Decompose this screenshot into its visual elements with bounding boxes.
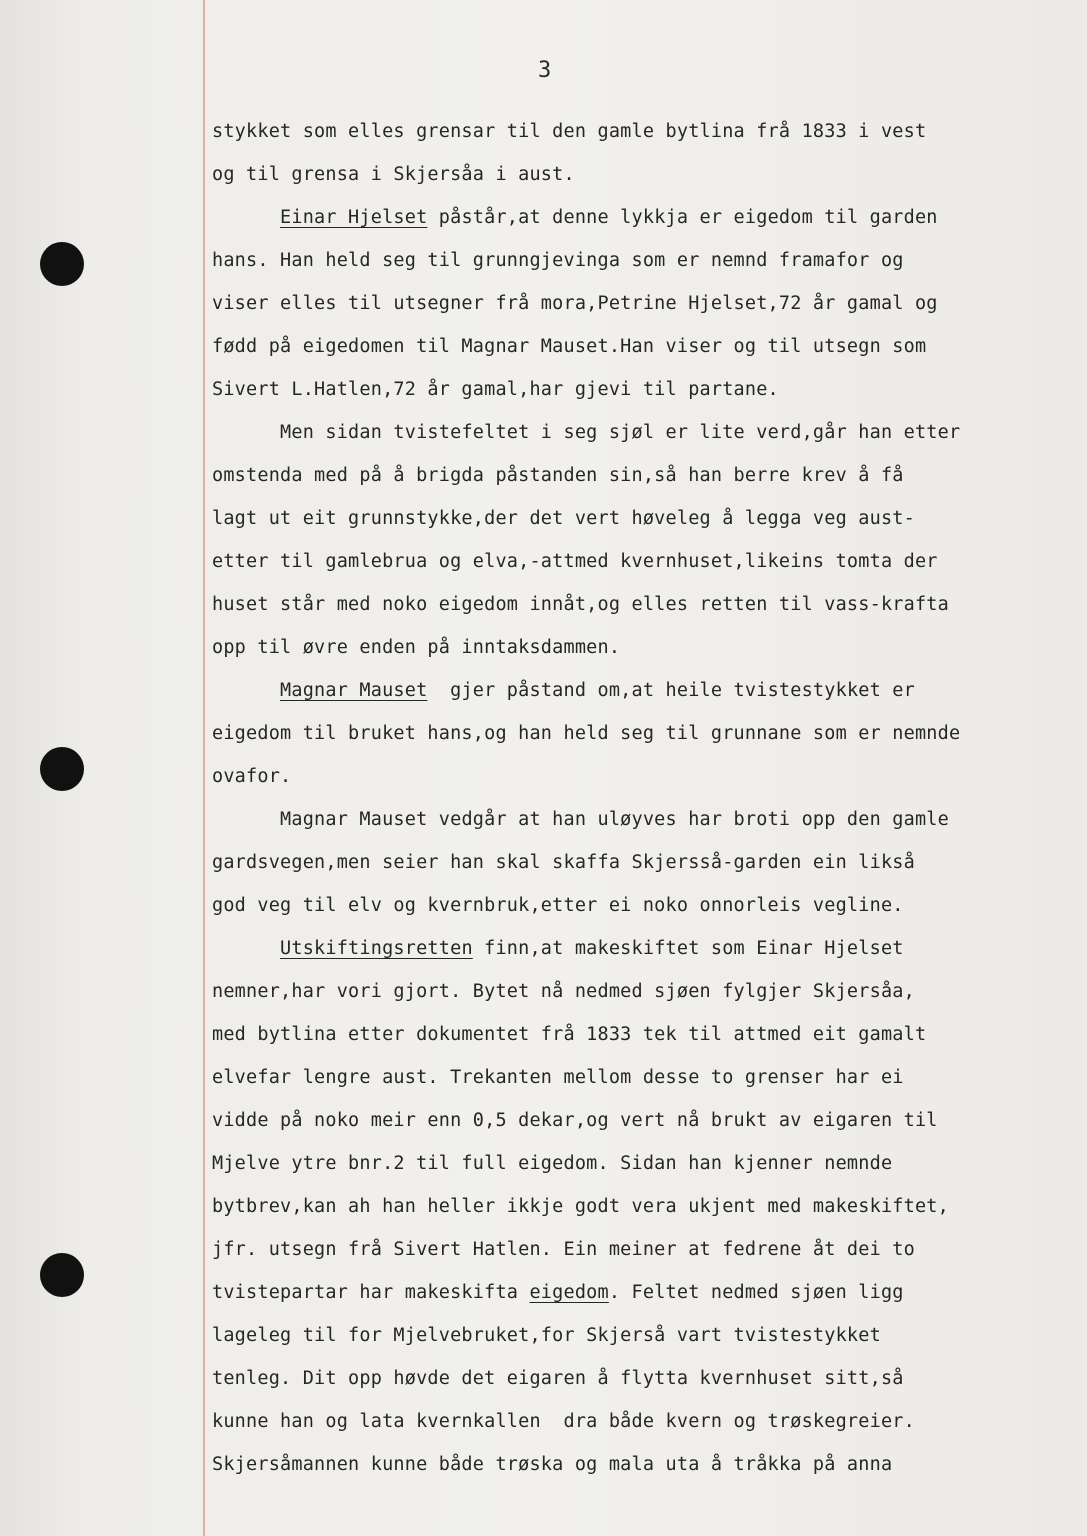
line-text: viser elles til utsegner frå mora,Petrine Hjelset,72 år gamal og xyxy=(212,293,938,314)
text-line xyxy=(212,798,1072,841)
line-text: kunne han og lata kvernkallen dra både kvern og trøskegreier. xyxy=(212,1411,915,1432)
underlined-text: Einar Hjelset xyxy=(280,207,428,228)
text-line xyxy=(212,110,1072,153)
text-line xyxy=(212,755,1072,798)
line-text: eigedom til bruket hans,og han held seg til grunnane som er nemnde xyxy=(212,723,961,744)
text-line xyxy=(212,411,1072,454)
text-line xyxy=(212,927,1072,970)
line-indent xyxy=(212,680,280,701)
line-text: elvefar lengre aust. Trekanten mellom desse to grenser har ei xyxy=(212,1067,904,1088)
line-indent xyxy=(212,809,280,830)
text-line xyxy=(212,454,1072,497)
line-text: med bytlina etter dokumentet frå 1833 tek til attmed eit gamalt xyxy=(212,1024,927,1045)
text-line xyxy=(212,841,1072,884)
line-text: fødd på eigedomen til Magnar Mauset.Han viser og til utsegn som xyxy=(212,336,927,357)
text-line xyxy=(212,1228,1072,1271)
line-text-continued: finn,at makeskiftet som Einar Hjelset xyxy=(472,938,904,959)
text-line xyxy=(212,1185,1072,1228)
line-text: lageleg til for Mjelvebruket,for Skjerså vart tvistestykket xyxy=(212,1325,881,1346)
text-line xyxy=(212,1357,1072,1400)
line-text: jfr. utsegn frå Sivert Hatlen. Ein meiner at fedrene åt dei to xyxy=(212,1239,915,1260)
text-line xyxy=(212,1099,1072,1142)
line-text: omstenda med på å brigda påstanden sin,så han berre krev å få xyxy=(212,465,904,486)
underlined-text: eigedom xyxy=(529,1282,609,1303)
punch-hole xyxy=(40,747,84,791)
line-indent xyxy=(212,938,280,959)
line-text: tenleg. Dit opp høvde det eigaren å flytta kvernhuset sitt,så xyxy=(212,1368,904,1389)
text-line xyxy=(212,626,1072,669)
text-line xyxy=(212,1142,1072,1185)
text-line xyxy=(212,1271,1072,1314)
punch-hole xyxy=(40,1253,84,1297)
text-line xyxy=(212,1314,1072,1357)
text-line xyxy=(212,153,1072,196)
line-text-continued: påstår,at denne lykkja er eigedom til garden xyxy=(427,207,938,228)
typed-text-body xyxy=(212,110,1072,1486)
line-indent xyxy=(212,207,280,228)
text-line xyxy=(212,540,1072,583)
line-text: lagt ut eit grunnstykke,der det vert høveleg å legga veg aust- xyxy=(212,508,915,529)
text-line xyxy=(212,196,1072,239)
line-text: gardsvegen,men seier han skal skaffa Skjersså-garden ein likså xyxy=(212,852,915,873)
text-line xyxy=(212,1013,1072,1056)
punch-hole xyxy=(40,242,84,286)
text-line xyxy=(212,368,1072,411)
line-text-continued: gjer påstand om,at heile tvistestykket er xyxy=(427,680,915,701)
line-text: Magnar Mauset vedgår at han uløyves har broti opp den gamle xyxy=(280,809,949,830)
underlined-text: Utskiftingsretten xyxy=(280,938,473,959)
text-line xyxy=(212,1400,1072,1443)
line-text: hans. Han held seg til grunngjevinga som er nemnd framafor og xyxy=(212,250,904,271)
line-text: vidde på noko meir enn 0,5 dekar,og vert nå brukt av eigaren til xyxy=(212,1110,938,1131)
line-text: god veg til elv og kvernbruk,etter ei noko onnorleis vegline. xyxy=(212,895,904,916)
line-text: etter til gamlebrua og elva,-attmed kvernhuset,likeins tomta der xyxy=(212,551,938,572)
line-text: Men sidan tvistefeltet i seg sjøl er lite verd,går han etter xyxy=(280,422,961,443)
text-line xyxy=(212,282,1072,325)
margin-rule xyxy=(203,0,205,1536)
page-number: 3 xyxy=(538,58,552,83)
text-line xyxy=(212,884,1072,927)
line-text: Sivert L.Hatlen,72 år gamal,har gjevi til partane. xyxy=(212,379,779,400)
line-text: huset står med noko eigedom innåt,og elles retten til vass-krafta xyxy=(212,594,949,615)
line-text-continued: . Feltet nedmed sjøen ligg xyxy=(608,1282,904,1303)
line-indent xyxy=(212,422,280,443)
text-line xyxy=(212,583,1072,626)
line-text: opp til øvre enden på inntaksdammen. xyxy=(212,637,621,658)
line-text: tvistepartar har makeskifta xyxy=(212,1282,530,1303)
line-text: stykket som elles grensar til den gamle bytlina frå 1833 i vest xyxy=(212,121,927,142)
text-line xyxy=(212,712,1072,755)
text-line xyxy=(212,970,1072,1013)
line-text: Mjelve ytre bnr.2 til full eigedom. Sidan han kjenner nemnde xyxy=(212,1153,893,1174)
text-line xyxy=(212,239,1072,282)
text-line xyxy=(212,1056,1072,1099)
line-text: Skjersåmannen kunne både trøska og mala uta å tråkka på anna xyxy=(212,1454,893,1475)
underlined-text: Magnar Mauset xyxy=(280,680,428,701)
text-line xyxy=(212,497,1072,540)
text-line xyxy=(212,325,1072,368)
text-line xyxy=(212,1443,1072,1486)
line-text: bytbrev,kan ah han heller ikkje godt vera ukjent med makeskiftet, xyxy=(212,1196,949,1217)
text-line xyxy=(212,669,1072,712)
line-text: nemner,har vori gjort. Bytet nå nedmed sjøen fylgjer Skjersåa, xyxy=(212,981,915,1002)
line-text: ovafor. xyxy=(212,766,292,787)
line-text: og til grensa i Skjersåa i aust. xyxy=(212,164,575,185)
